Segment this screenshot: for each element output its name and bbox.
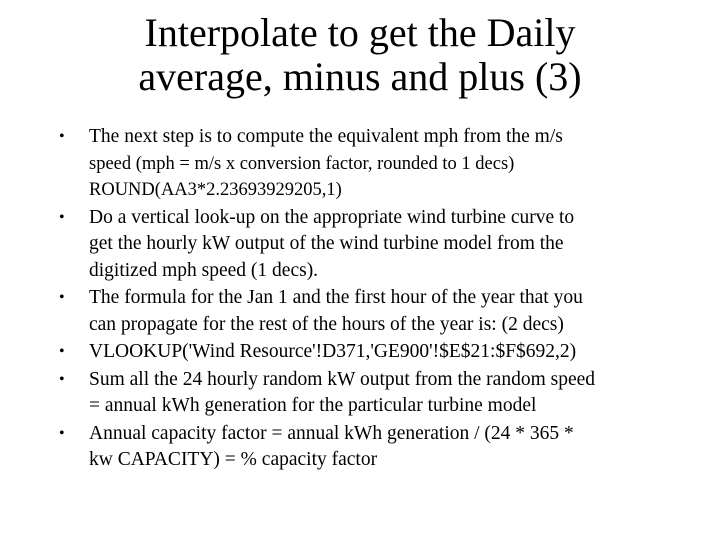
slide-title-line-1: Interpolate to get the Daily xyxy=(144,10,576,55)
bullet-icon: • xyxy=(59,424,65,442)
bullet-line: Annual capacity factor = annual kWh generation / (24 * 365 * xyxy=(89,422,574,444)
slide-title xyxy=(36,11,684,99)
bullet-line: The formula for the Jan 1 and the first hour of the year that you xyxy=(89,287,583,308)
bullet-text xyxy=(89,339,674,366)
bullet-item-compute-mph xyxy=(54,124,674,204)
bullet-line: The next step is to compute the equivalent mph from the m/s xyxy=(89,126,563,147)
bullet-line: get the hourly kW output of the wind turbine model from the xyxy=(89,233,564,254)
bullet-item-vertical-lookup xyxy=(54,205,674,285)
bullet-icon: • xyxy=(59,370,65,388)
bullet-text xyxy=(89,421,674,474)
bullet-text xyxy=(89,124,674,204)
bullet-line: = annual kWh generation for the particular turbine model xyxy=(89,395,537,416)
slide-title-line-2: average, minus and plus (3) xyxy=(138,54,582,99)
bullet-icon: • xyxy=(59,128,65,145)
bullet-line: VLOOKUP('Wind Resource'!D371,'GE900'!$E$21:$F$692,2) xyxy=(89,341,577,362)
bullet-text xyxy=(89,285,674,338)
bullet-item-vlookup-formula xyxy=(54,339,674,366)
bullet-line: Do a vertical look-up on the appropriate wind turbine curve to xyxy=(89,206,575,228)
bullet-line: ROUND(AA3*2.23693929205,1) xyxy=(89,180,342,200)
bullet-item-sum-hourly xyxy=(54,367,674,420)
bullet-item-capacity-factor xyxy=(54,421,674,474)
bullet-line: kw CAPACITY) = % capacity factor xyxy=(89,449,378,470)
bullet-item-formula-propagate xyxy=(54,285,674,338)
bullet-line: can propagate for the rest of the hours of the year is: (2 decs) xyxy=(89,313,564,335)
bullet-list xyxy=(54,124,674,475)
bullet-text xyxy=(89,367,674,420)
bullet-line: speed (mph = m/s x conversion factor, rounded to 1 decs) xyxy=(89,153,515,174)
bullet-line: Sum all the 24 hourly random kW output from the random speed xyxy=(89,368,596,390)
bullet-icon: • xyxy=(59,289,65,306)
bullet-icon: • xyxy=(59,208,65,226)
bullet-line: digitized mph speed (1 decs). xyxy=(89,259,319,281)
bullet-text xyxy=(89,205,674,285)
bullet-icon: • xyxy=(59,343,65,360)
